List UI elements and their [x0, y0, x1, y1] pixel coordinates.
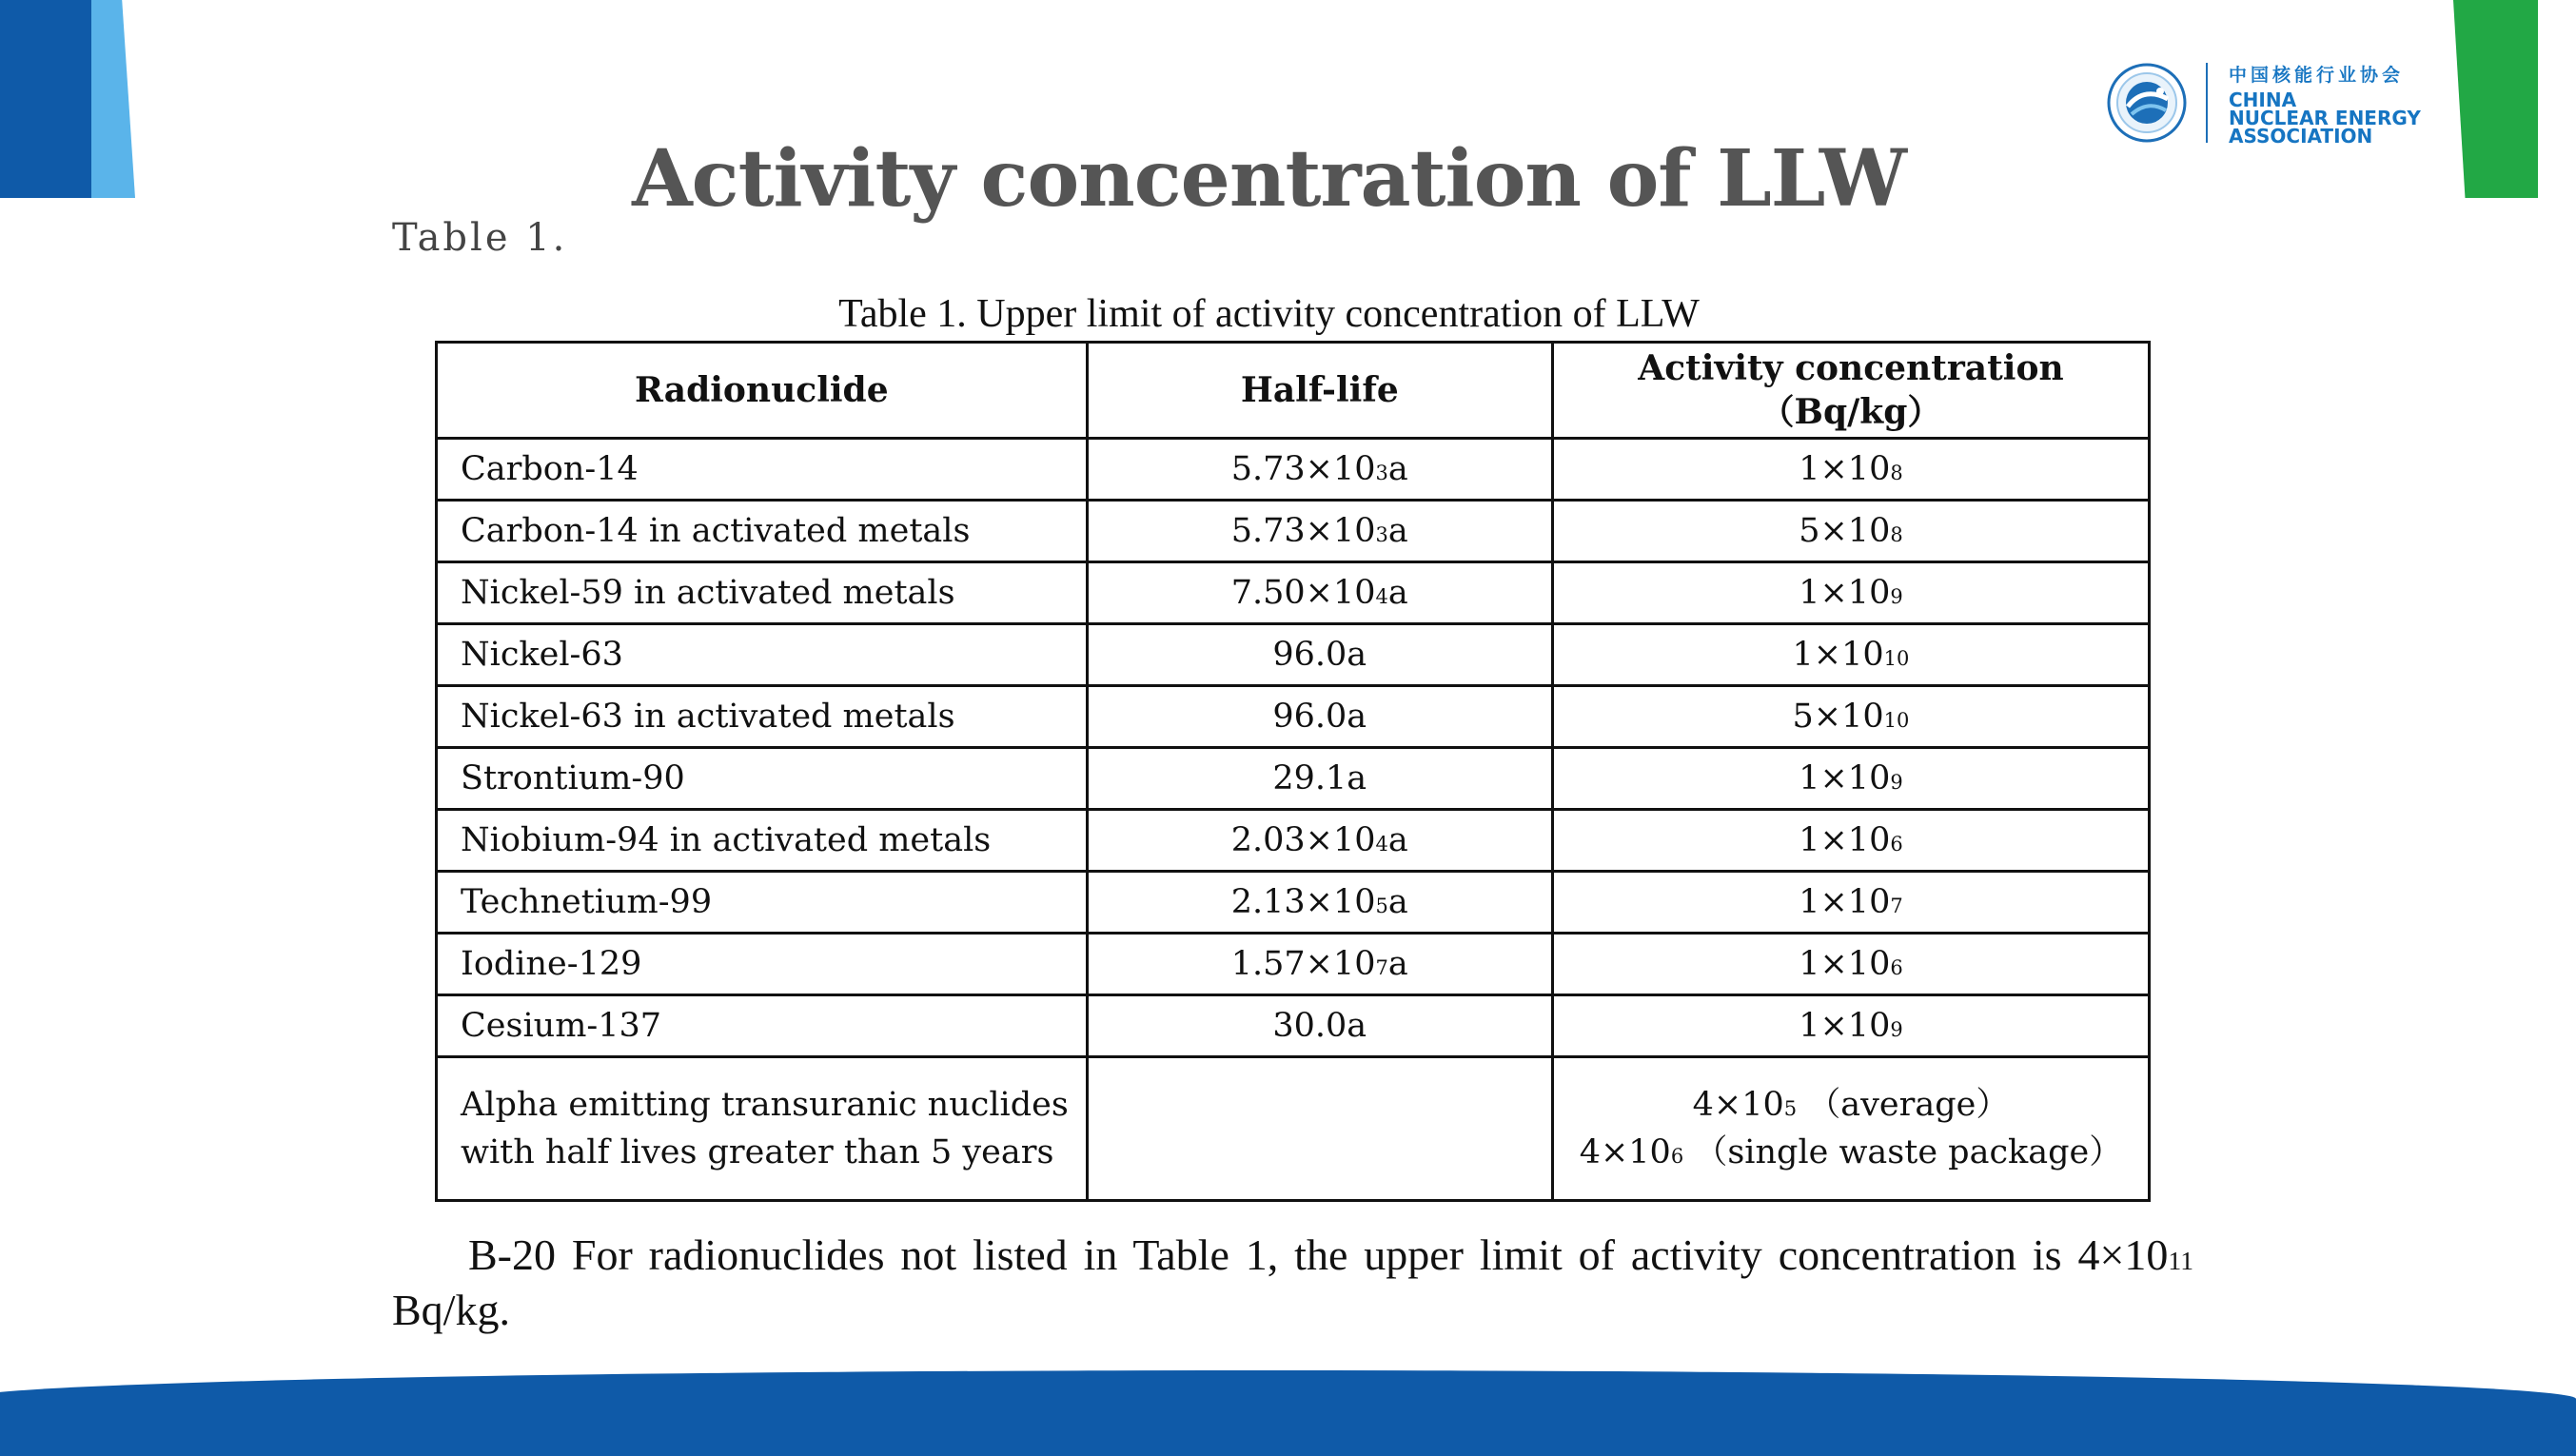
logo-chinese-name: 中国核能行业协会	[2229, 64, 2405, 86]
cell-half-life: $5.73\times 10^3a$	[1087, 439, 1552, 501]
table-row	[437, 934, 2150, 995]
cell-half-life: $7.50\times 10^4a$	[1087, 562, 1552, 624]
logo-english-line-2: NUCLEAR ENERGY	[2229, 106, 2421, 129]
cell-activity: $4\times 10^5$ （average） $4\times 10^6$ （single waste package）	[1552, 1057, 2149, 1201]
cell-nuclide: Alpha emitting transuranic nuclides with half lives greater than 5 years	[437, 1057, 1088, 1201]
cell-nuclide: Cesium-137	[437, 995, 1088, 1057]
logo-english-line-1: CHINA	[2229, 88, 2297, 111]
logo-divider	[2206, 63, 2208, 143]
header-radionuclide: Radionuclide	[437, 343, 1088, 439]
cell-activity: $5\times 10^{10}$	[1552, 686, 2149, 748]
table-caption: Table 1. Upper limit of activity concentration of LLW	[838, 292, 1700, 336]
cell-nuclide: Technetium-99	[437, 872, 1088, 934]
table-row	[437, 624, 2150, 686]
table-row	[437, 748, 2150, 810]
cell-nuclide: Nickel-59 in activated metals	[437, 562, 1088, 624]
table-row-alpha	[437, 1057, 2150, 1201]
footnote-paragraph: B-20 For radionuclides not listed in Table 1, the upper limit of activity concentration is $4\times 10^{11}$ Bq/kg.	[392, 1230, 2193, 1334]
cell-nuclide: Nickel-63 in activated metals	[437, 686, 1088, 748]
logo-english-line-3: ASSOCIATION	[2229, 124, 2373, 148]
cell-nuclide: Carbon-14	[437, 439, 1088, 501]
cell-half-life: $2.03\times 10^4a$	[1087, 810, 1552, 872]
cell-nuclide: Nickel-63	[437, 624, 1088, 686]
cell-nuclide: Strontium-90	[437, 748, 1088, 810]
cell-half-life: $5.73\times 10^3a$	[1087, 501, 1552, 562]
cell-nuclide: Iodine-129	[437, 934, 1088, 995]
cell-activity: $1\times 10^{10}$	[1552, 624, 2149, 686]
table-row	[437, 995, 2150, 1057]
cell-activity: $5\times 10^8$	[1552, 501, 2149, 562]
cell-nuclide: Niobium-94 in activated metals	[437, 810, 1088, 872]
header-half-life: Half-life	[1087, 343, 1552, 439]
page-title: Activity concentration of LLW	[632, 133, 1906, 225]
table-row	[437, 562, 2150, 624]
cell-half-life: 96.0a	[1087, 686, 1552, 748]
cell-activity: $1\times 10^9$	[1552, 748, 2149, 810]
cell-half-life: 29.1a	[1087, 748, 1552, 810]
cell-activity: $1\times 10^9$	[1552, 562, 2149, 624]
cell-nuclide: Carbon-14 in activated metals	[437, 501, 1088, 562]
table-row	[437, 501, 2150, 562]
cell-activity: $1\times 10^8$	[1552, 439, 2149, 501]
cell-half-life: 30.0a	[1087, 995, 1552, 1057]
cell-half-life: $2.13\times 10^5a$	[1087, 872, 1552, 934]
table-header-row	[437, 343, 2150, 439]
footer-band	[0, 1370, 2576, 1456]
clipped-text: Table 1.	[392, 216, 568, 260]
table-row	[437, 810, 2150, 872]
table-row	[437, 872, 2150, 934]
cell-half-life	[1087, 1057, 1552, 1201]
globe-logo-icon	[2107, 63, 2187, 143]
llw-table	[435, 341, 2151, 1202]
cell-half-life: 96.0a	[1087, 624, 1552, 686]
cell-activity: $1\times 10^6$	[1552, 934, 2149, 995]
table-row	[437, 686, 2150, 748]
cell-activity: $1\times 10^9$	[1552, 995, 2149, 1057]
header-activity-concentration: Activity concentration （Bq/kg）	[1552, 343, 2149, 439]
table-row	[437, 439, 2150, 501]
cell-activity: $1\times 10^6$	[1552, 810, 2149, 872]
cell-half-life: $1.57\times 10^7a$	[1087, 934, 1552, 995]
cell-activity: $1\times 10^7$	[1552, 872, 2149, 934]
